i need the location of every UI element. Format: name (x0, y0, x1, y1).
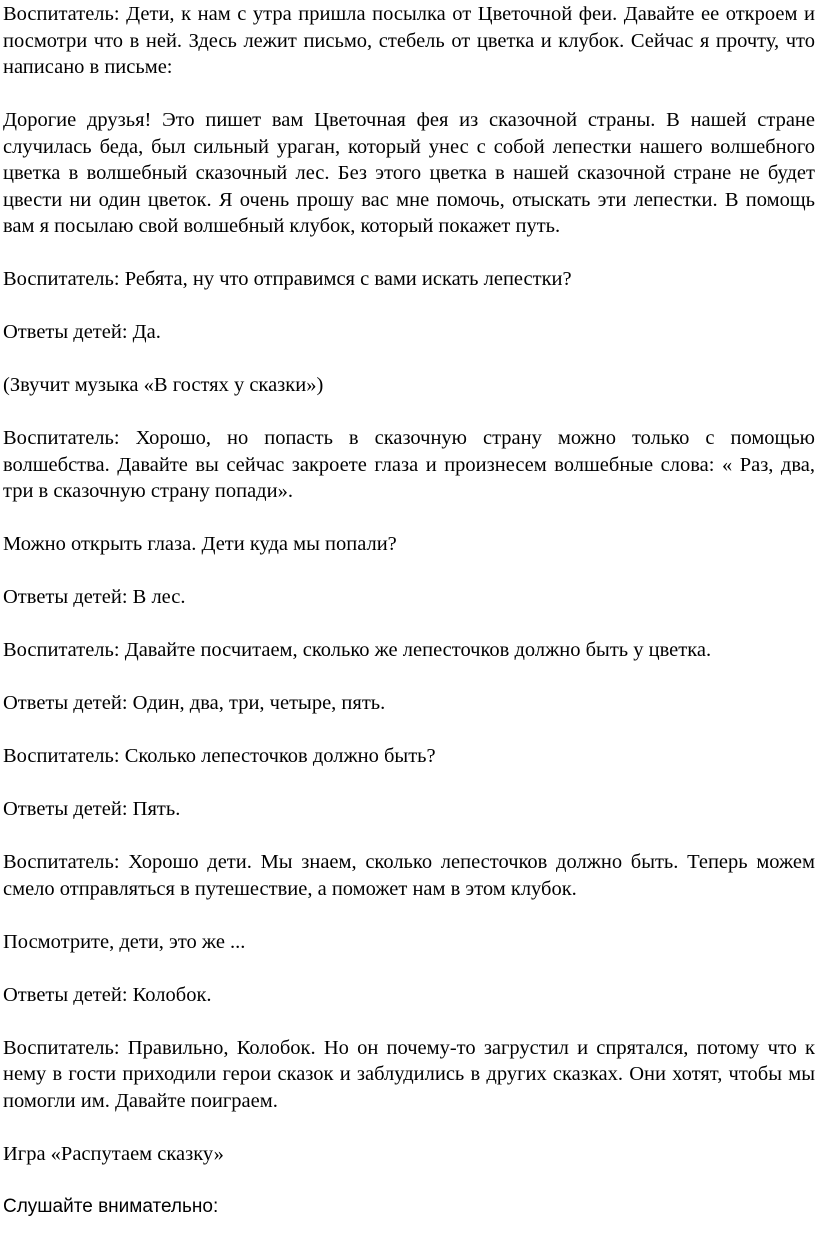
paragraph-music-note: (Звучит музыка «В гостях у сказки») (3, 374, 324, 396)
paragraph-children-counting: Ответы детей: Один, два, три, четыре, пять. (3, 692, 386, 714)
paragraph-parcel-intro: Воспитатель: Дети, к нам с утра пришла посылка от Цветочной феи. Давайте ее откроем и посмотри что в ней. Здесь лежит письмо, стебель от цветка и клубок. Сейчас я прочту, что написано в письме: (3, 3, 815, 78)
paragraph-listen-carefully: Слушайте внимательно: (3, 1195, 219, 1217)
paragraph-children-answer-five: Ответы детей: Пять. (3, 798, 181, 820)
document-page (3, 0, 815, 1247)
paragraph-how-many-petals: Воспитатель: Сколько лепесточков должно быть? (3, 745, 436, 767)
paragraph-teacher-question: Воспитатель: Ребята, ну что отправимся с вами искать лепестки? (3, 268, 572, 290)
paragraph-fairy-letter: Дорогие друзья! Это пишет вам Цветочная фея из сказочной страны. В нашей стране случилась беда, был сильный ураган, который унес с собой лепестки нашего волшебного цветка в волшебный сказочный лес. Без этого цветка в нашей сказочной стране не будет цвести ни один цветок. Я очень прошу вас мне помочь, отыскать эти лепестки. В помощь вам я посылаю свой волшебный клубок, который покажет путь. (3, 109, 815, 237)
paragraph-journey-start: Воспитатель: Хорошо дети. Мы знаем, сколько лепесточков должно быть. Теперь можем смело отправляться в путешествие, а поможет нам в этом клубок. (3, 851, 815, 900)
paragraph-kolobok-sad: Воспитатель: Правильно, Колобок. Но он почему-то загрустил и спрятался, потому что к нему в гости приходили герои сказок и заблудились в других сказках. Они хотят, чтобы мы помогли им. Давайте поиграем. (3, 1036, 815, 1112)
paragraph-look-children: Посмотрите, дети, это же ... (3, 930, 246, 953)
paragraph-game-title: Игра «Распутаем сказку» (3, 1142, 224, 1165)
paragraph-children-answer-yes: Ответы детей: Да. (3, 321, 161, 343)
paragraph-children-answer-kolobok: Ответы детей: Колобок. (3, 983, 212, 1006)
paragraph-open-eyes: Можно открыть глаза. Дети куда мы попали? (3, 533, 397, 555)
paragraph-count-petals: Воспитатель: Давайте посчитаем, сколько же лепесточков должно быть у цветка. (3, 639, 712, 661)
paragraph-children-answer-forest: Ответы детей: В лес. (3, 586, 186, 608)
paragraph-magic-words: Воспитатель: Хорошо, но попасть в сказочную страну можно только с помощью волшебства. Давайте вы сейчас закроете глаза и произнесем волшебные слова: « Раз, два, три в сказочную страну попади». (3, 427, 815, 502)
